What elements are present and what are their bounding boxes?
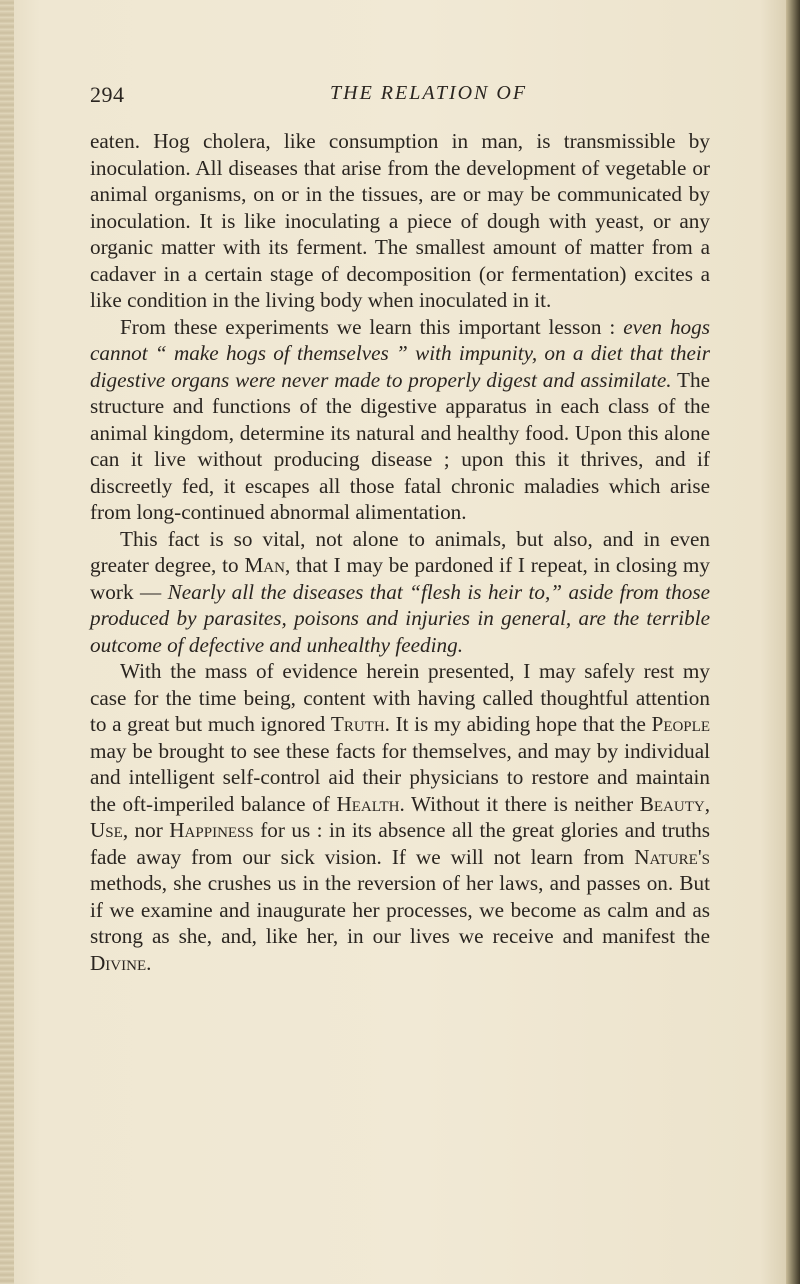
page-left-edge — [0, 0, 14, 1284]
page-right-edge — [786, 0, 800, 1284]
text-span: With the mass of evidence herein presented, I may safely rest my case for the time being, content with having called thoughtful attention to a great but much ignored — [90, 659, 710, 736]
paragraph-2 — [90, 314, 710, 526]
body-text — [90, 128, 710, 976]
text-span: From these experiments we learn this important lesson : — [120, 314, 624, 339]
text-span: . — [146, 950, 152, 975]
text-span: . Without it there is neither — [399, 791, 640, 816]
text-span: may be brought to see these facts for themselves, and may by individual and intelligent self-control aid their physicians to restore and maintain the oft-imperiled balance of — [90, 738, 710, 816]
text-span: methods, she crushes us in the reversion of her laws, and passes on. But if we examine and inaugurate her processes, we become as calm and as strong as she, and, like her, in our lives we receive and manifest the — [90, 871, 710, 948]
text-span: This fact is so vital, not alone to animals, but also, and in even greater degree, to — [90, 526, 710, 577]
text-span: for us : in its absence all the great glories and truths fade away from our sick vision. If we will not learn from — [90, 818, 710, 869]
page-number: 294 — [90, 82, 125, 107]
text-span: . It is my abiding hope that the — [384, 712, 652, 736]
small-caps-word: Health — [336, 791, 400, 816]
small-caps-word: Nature's — [634, 844, 710, 869]
small-caps-word: People — [651, 712, 710, 736]
paragraph-3 — [90, 526, 710, 659]
text-span: The structure and functions of the digestive apparatus in each class of the animal kingdom, determine its natural and healthy food. Upon this alone can it live without producing disease ; upon this it thrives, and if discreetly fed, it escapes all those fatal chronic maladies which arise from long-continued abnormal alimentation. — [90, 367, 710, 524]
text-span: , — [704, 791, 710, 816]
paragraph-4 — [90, 658, 710, 976]
paragraph-1 — [90, 128, 710, 314]
italic-emphasis: Nearly all the diseases that “flesh is heir to,” aside from those produced by parasites, poisons and injuries in general, are the terrible outcome of defective and unhealthy feeding. — [90, 579, 710, 657]
text-span: , nor — [122, 818, 170, 842]
small-caps-word: Beauty — [639, 791, 705, 816]
small-caps-word: Happiness — [169, 818, 254, 842]
running-title: THE RELATION OF — [330, 82, 528, 104]
text-span: , that I may be pardoned if I repeat, in closing my work — — [90, 553, 710, 604]
small-caps-word: Divine — [90, 950, 147, 975]
small-caps-word: Truth — [330, 712, 385, 736]
page-header — [90, 82, 710, 112]
small-caps-word: Use — [90, 818, 123, 842]
italic-emphasis: even hogs cannot “ make hogs of themselves ” with impunity, on a diet that their digestive organs were never made to properly digest and assimilate. — [90, 314, 710, 392]
small-caps-word: Man — [244, 553, 285, 577]
text-span: eaten. Hog cholera, like consumption in man, is transmissible by inoculation. All diseases that arise from the development of vegetable or animal organisms, on or in the tissues, are or may be communicated by inoculation. It is like inoculating a piece of dough with yeast, or any organic matter with its ferment. The smallest amount of matter from a cadaver in a certain stage of decomposition (or fermentation) excites a like condition in the living body when inoculated in it. — [90, 129, 710, 312]
